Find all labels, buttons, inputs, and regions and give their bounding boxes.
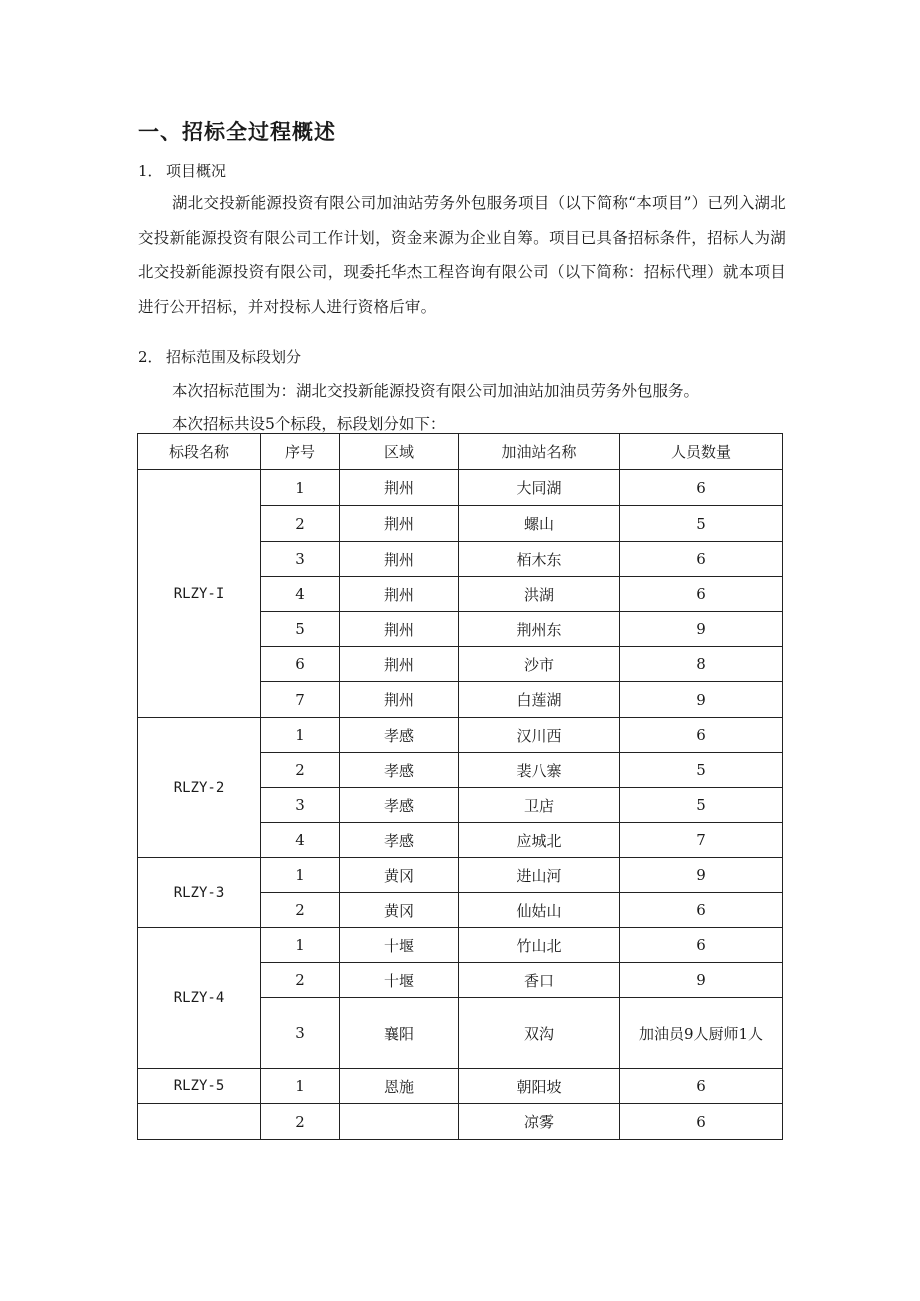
station-cell: 应城北 [459, 823, 620, 858]
number-cell: 7 [261, 682, 340, 718]
people-cell: 6 [620, 470, 783, 506]
project-overview-paragraph: 湖北交投新能源投资有限公司加油站劳务外包服务项目（以下简称“本项目”）已列入湖北交投新能源投资有限公司工作计划，资金来源为企业自筹。项目已具备招标条件，招标人为湖北交投新能源投资有限公司，现委托华杰工程咨询有限公司（以下简称：招标代理）就本项目进行公开招标，并对投标人进行资格后审。 [138, 194, 786, 316]
segments-line: 本次招标共设5个标段，标段划分如下： [172, 415, 446, 433]
people-cell: 6 [620, 542, 783, 577]
region-cell: 荆州 [340, 612, 459, 647]
number-cell: 2 [261, 893, 340, 928]
region-cell: 荆州 [340, 542, 459, 577]
people-cell: 6 [620, 928, 783, 963]
number-cell: 6 [261, 647, 340, 682]
station-cell: 大同湖 [459, 470, 620, 506]
people-cell: 5 [620, 788, 783, 823]
number-cell: 2 [261, 506, 340, 542]
table-row [138, 1069, 783, 1104]
segment-cell: RLZY-2 [138, 718, 261, 858]
number-cell: 3 [261, 788, 340, 823]
section-title: 一、招标全过程概述 [138, 120, 336, 144]
region-cell [340, 1104, 459, 1140]
number-cell: 1 [261, 718, 340, 753]
station-cell: 白莲湖 [459, 682, 620, 718]
number-cell: 1 [261, 1069, 340, 1104]
people-cell: 8 [620, 647, 783, 682]
region-cell: 孝感 [340, 718, 459, 753]
people-cell: 加油员9人厨师1人 [620, 998, 783, 1069]
table-row [138, 718, 783, 753]
people-cell: 5 [620, 506, 783, 542]
scope-line: 本次招标范围为：湖北交投新能源投资有限公司加油站加油员劳务外包服务。 [172, 382, 700, 400]
station-cell: 朝阳坡 [459, 1069, 620, 1104]
number-cell: 1 [261, 928, 340, 963]
subsection-1-number: 1． [138, 162, 163, 180]
station-cell: 香口 [459, 963, 620, 998]
station-cell: 汉川西 [459, 718, 620, 753]
region-cell: 恩施 [340, 1069, 459, 1104]
region-cell: 孝感 [340, 823, 459, 858]
station-cell: 双沟 [459, 998, 620, 1069]
subsection-2-title: 招标范围及标段划分 [166, 348, 302, 366]
people-cell: 5 [620, 753, 783, 788]
station-cell: 栢木东 [459, 542, 620, 577]
people-cell: 9 [620, 858, 783, 893]
number-cell: 5 [261, 612, 340, 647]
region-cell: 孝感 [340, 753, 459, 788]
station-cell: 卫店 [459, 788, 620, 823]
segment-cell: RLZY-5 [138, 1069, 261, 1104]
station-cell: 凉雾 [459, 1104, 620, 1140]
people-cell: 6 [620, 893, 783, 928]
subsection-1-heading [138, 160, 226, 181]
segment-table [137, 433, 783, 1140]
number-cell: 3 [261, 998, 340, 1069]
header-region: 区域 [340, 434, 459, 470]
table-row [138, 1104, 783, 1140]
table-row [138, 928, 783, 963]
region-cell: 荆州 [340, 647, 459, 682]
region-cell: 荆州 [340, 506, 459, 542]
region-cell: 荆州 [340, 470, 459, 506]
table-row [138, 470, 783, 506]
region-cell: 十堰 [340, 963, 459, 998]
station-cell: 竹山北 [459, 928, 620, 963]
number-cell: 2 [261, 963, 340, 998]
station-cell: 螺山 [459, 506, 620, 542]
people-cell: 9 [620, 963, 783, 998]
header-number: 序号 [261, 434, 340, 470]
header-segment: 标段名称 [138, 434, 261, 470]
station-cell: 荆州东 [459, 612, 620, 647]
people-cell: 6 [620, 718, 783, 753]
people-cell: 9 [620, 612, 783, 647]
number-cell: 4 [261, 577, 340, 612]
station-cell: 进山河 [459, 858, 620, 893]
number-cell: 1 [261, 470, 340, 506]
header-people: 人员数量 [620, 434, 783, 470]
people-cell: 9 [620, 682, 783, 718]
people-cell: 6 [620, 577, 783, 612]
region-cell: 孝感 [340, 788, 459, 823]
station-cell: 仙姑山 [459, 893, 620, 928]
segment-cell: RLZY-I [138, 470, 261, 718]
number-cell: 2 [261, 1104, 340, 1140]
people-cell: 6 [620, 1104, 783, 1140]
number-cell: 3 [261, 542, 340, 577]
people-cell: 7 [620, 823, 783, 858]
subsection-2-heading [138, 346, 301, 367]
region-cell: 黄冈 [340, 858, 459, 893]
station-cell: 沙市 [459, 647, 620, 682]
region-cell: 荆州 [340, 682, 459, 718]
subsection-1-title: 项目概况 [166, 162, 227, 180]
segment-cell [138, 1104, 261, 1140]
number-cell: 2 [261, 753, 340, 788]
segment-cell: RLZY-3 [138, 858, 261, 928]
segment-cell: RLZY-4 [138, 928, 261, 1069]
region-cell: 黄冈 [340, 893, 459, 928]
number-cell: 4 [261, 823, 340, 858]
people-cell: 6 [620, 1069, 783, 1104]
region-cell: 襄阳 [340, 998, 459, 1069]
header-station: 加油站名称 [459, 434, 620, 470]
station-cell: 洪湖 [459, 577, 620, 612]
number-cell: 1 [261, 858, 340, 893]
table-row [138, 858, 783, 893]
region-cell: 荆州 [340, 577, 459, 612]
subsection-2-number: 2． [138, 348, 163, 366]
table-header-row [138, 434, 783, 470]
station-cell: 裴八寨 [459, 753, 620, 788]
region-cell: 十堰 [340, 928, 459, 963]
